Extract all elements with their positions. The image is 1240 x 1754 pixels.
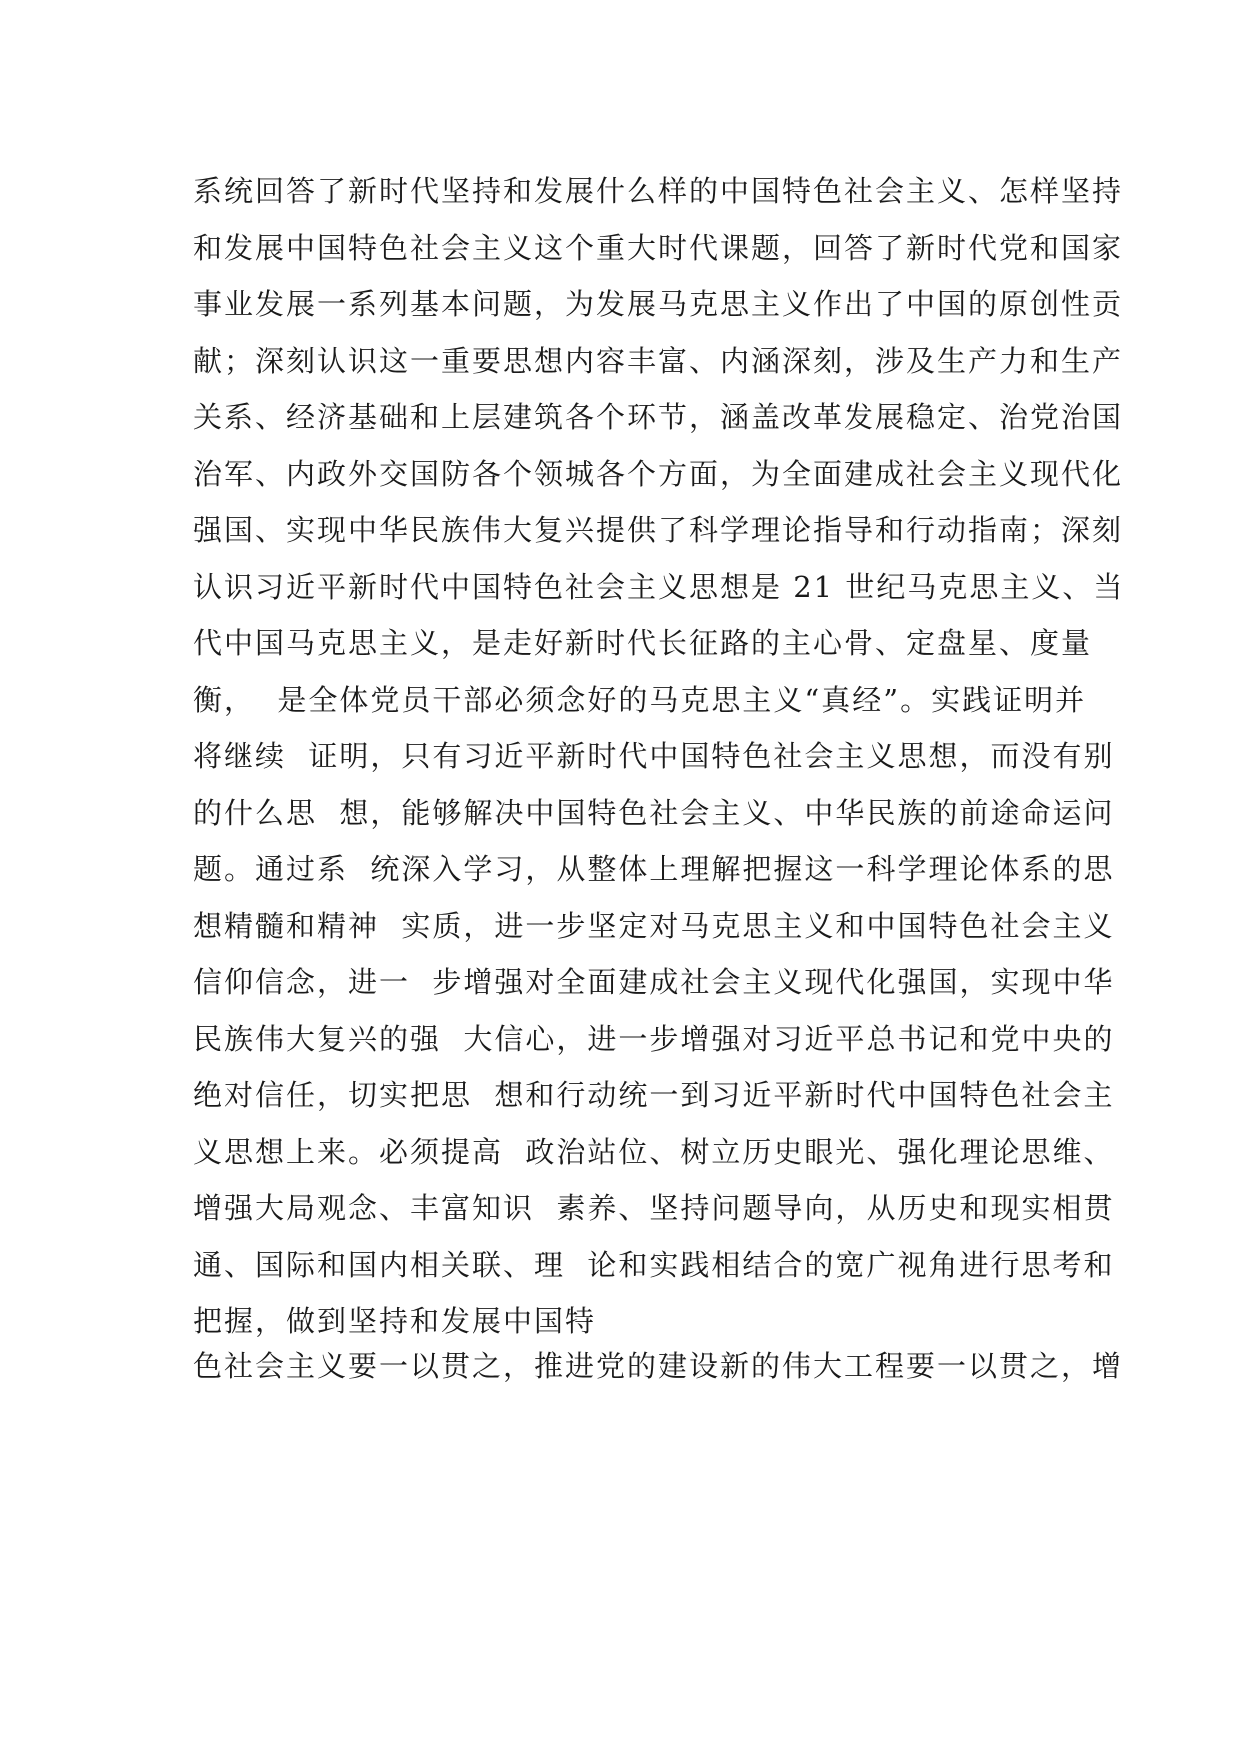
text-line: 义思想上来。必须提高 政治站位、树立历史眼光、强化理论思维、 — [193, 1134, 1115, 1169]
text-line: 强国、实现中华民族伟大复兴提供了科学理论指导和行动指南；深刻 — [193, 513, 1124, 547]
text-line: 系统回答了新时代坚持和发展什么样的中国特色社会主义、怎样坚持 — [193, 174, 1124, 208]
text-line: 代中国马克思主义，是走好新时代长征路的主心骨、定盘星、度量 — [193, 626, 1093, 660]
text-line: 的什么思 想，能够解决中国特色社会主义、中华民族的前途命运问 — [193, 795, 1115, 830]
text-line: 认识习近平新时代中国特色社会主义思想是 21 世纪马克思主义、当 — [193, 569, 1125, 604]
text-line: 信仰信念，进一 步增强对全面建成社会主义现代化强国，实现中华 — [193, 965, 1115, 999]
text-line: 增强大局观念、丰富知识 素养、坚持问题导向，从历史和现实相贯 — [193, 1191, 1115, 1225]
text-line: 治军、内政外交国防各个领城各个方面，为全面建成社会主义现代化 — [193, 456, 1124, 491]
text-line: 题。通过系 统深入学习，从整体上理解把握这一科学理论体系的思 — [193, 852, 1115, 886]
text-line: 献；深刻认识这一重要思想内容丰富、内涵深刻，涉及生产力和生产 — [193, 343, 1124, 378]
text-line: 想精髓和精神 实质，进一步坚定对马克思主义和中国特色社会主义 — [193, 908, 1115, 943]
text-line: 事业发展一系列基本问题，为发展马克思主义作出了中国的原创性贡 — [193, 287, 1124, 321]
text-line: 和发展中国特色社会主义这个重大时代课题，回答了新时代党和国家 — [193, 230, 1124, 265]
text-line: 民族伟大复兴的强 大信心，进一步增强对习近平总书记和党中央的 — [193, 1021, 1115, 1056]
text-line-partial: 把握，做到坚持和发展中国特 — [193, 1304, 597, 1338]
text-line: 色社会主义要一以贯之，推进党的建设新的伟大工程要一以贯之，增 — [193, 1348, 1124, 1383]
text-line: 绝对信任，切实把思 想和行动统一到习近平新时代中国特色社会主 — [193, 1078, 1115, 1112]
text-line: 关系、经济基础和上层建筑各个环节，涵盖改革发展稳定、治党治国 — [193, 400, 1124, 434]
text-line: 将继续 证明，只有习近平新时代中国特色社会主义思想，而没有别 — [193, 739, 1115, 773]
text-line: 衡， 是全体党员干部必须念好的马克思主义“真经”。实践证明并 — [193, 682, 1087, 717]
document-body — [193, 163, 1125, 1394]
text-line: 通、国际和国内相关联、理 论和实践相结合的宽广视角进行思考和 — [193, 1247, 1115, 1282]
